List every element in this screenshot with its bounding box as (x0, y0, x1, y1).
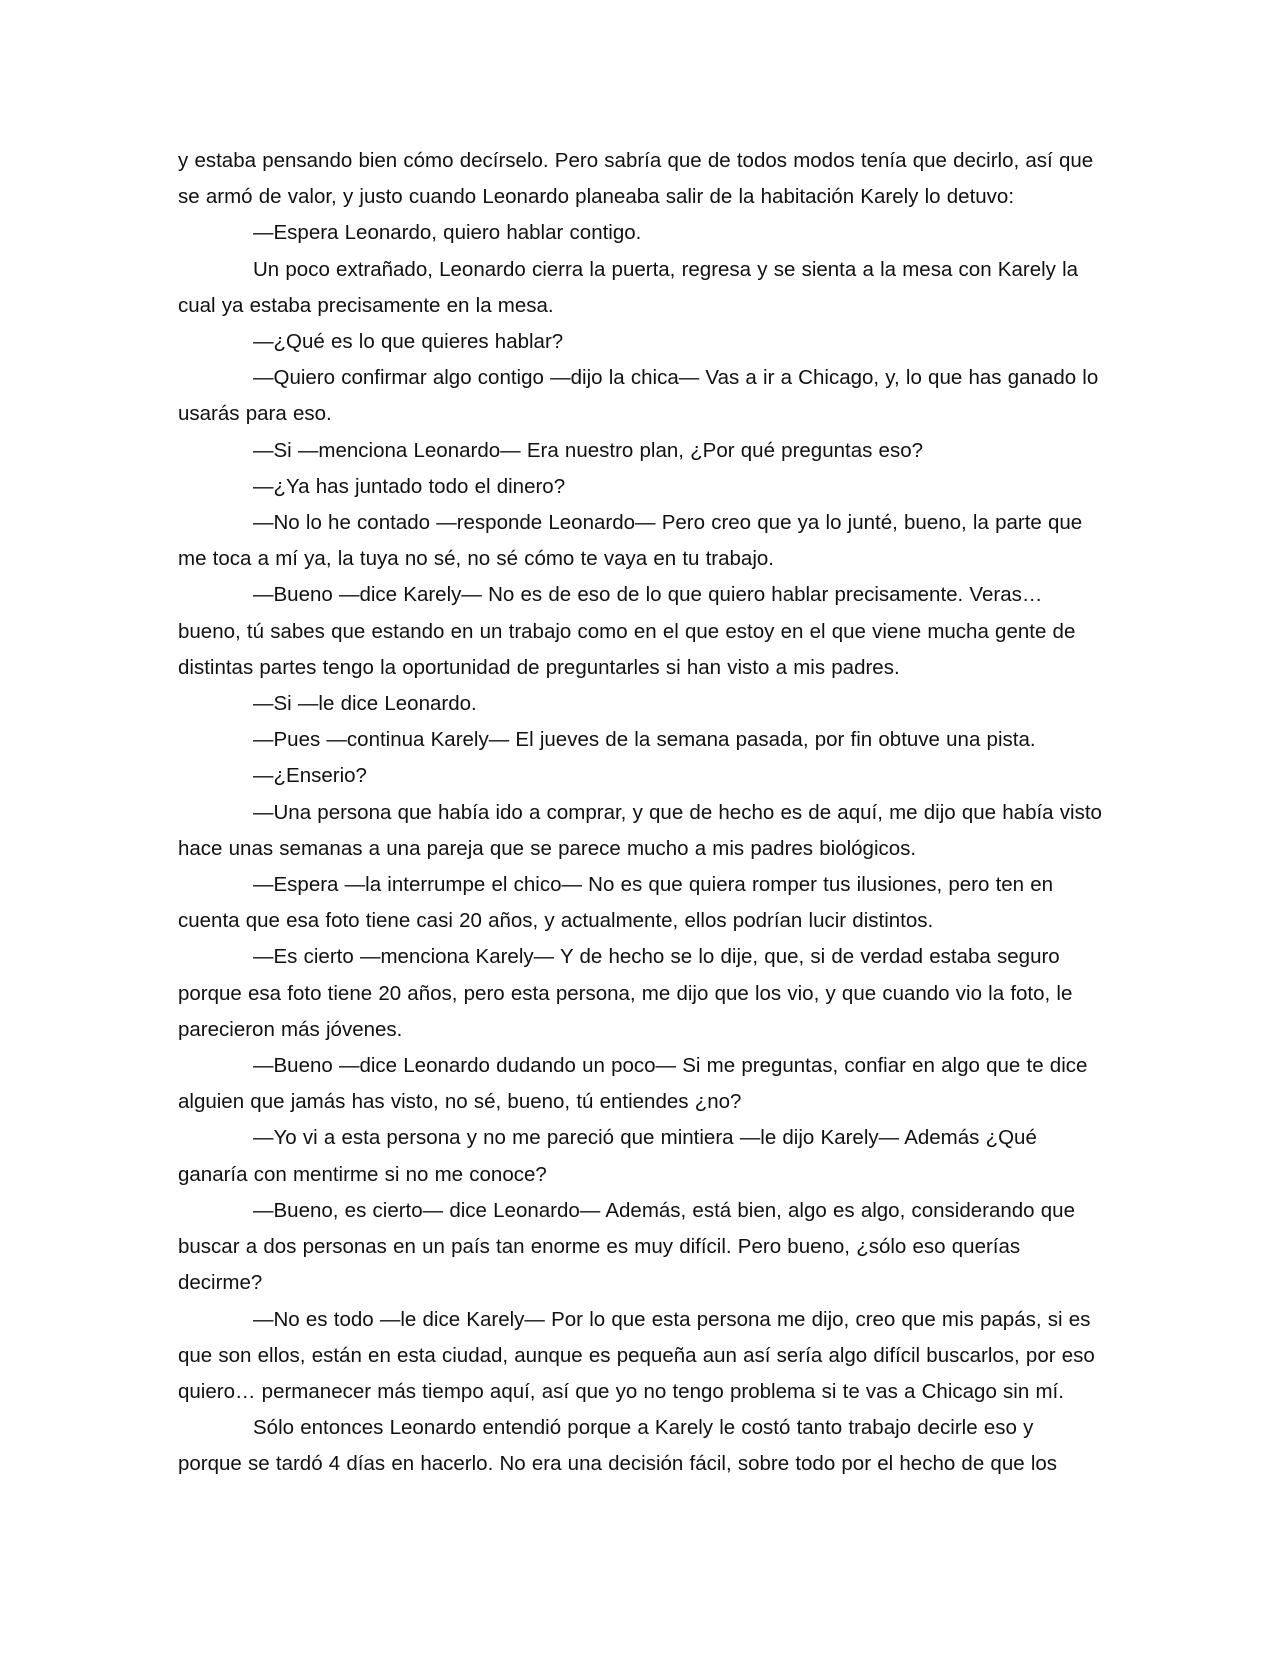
paragraph-3: Un poco extrañado, Leonardo cierra la puerta, regresa y se sienta a la mesa con Karely la cual ya estaba precisamente en la mesa. (178, 257, 1079, 317)
paragraph-10: —Si —le dice Leonardo. (253, 692, 477, 716)
paragraph-16: —Bueno —dice Leonardo dudando un poco— Si me preguntas, confiar en algo que te dice alguien que jamás has visto, no sé, bueno, tú entiendes ¿no? (178, 1054, 1088, 1114)
paragraph-14: —Espera —la interrumpe el chico— No es que quiera romper tus ilusiones, pero ten en cuenta que esa foto tiene casi 20 años, y actualmente, ellos podrían lucir distintos. (178, 873, 1054, 933)
paragraph-20: Sólo entonces Leonardo entendió porque a Karely le costó tanto trabajo decirle eso y porque se tardó 4 días en hacerlo. No era una decisión fácil, sobre todo por el hecho de que los (178, 1416, 1058, 1476)
paragraph-17: —Yo vi a esta persona y no me pareció que mintiera —le dijo Karely— Además ¿Qué ganaría con mentirme si no me conoce? (178, 1126, 1037, 1186)
paragraph-13: —Una persona que había ido a comprar, y que de hecho es de aquí, me dijo que había visto hace unas semanas a una pareja que se parece mucho a mis padres biológicos. (178, 800, 1102, 860)
paragraph-5: —Quiero confirmar algo contigo —dijo la chica— Vas a ir a Chicago, y, lo que has ganado lo usarás para eso. (178, 366, 1099, 426)
paragraph-9: —Bueno —dice Karely— No es de eso de lo que quiero hablar precisamente. Veras… bueno, tú sabes que estando en un trabajo como en el que estoy en el que viene mucha gente de distintas partes tengo la oportunidad de preguntarles si han visto a mis padres. (178, 583, 1076, 679)
paragraph-2: —Espera Leonardo, quiero hablar contigo. (253, 221, 642, 245)
paragraph-1: y estaba pensando bien cómo decírselo. Pero sabría que de todos modos tenía que decirlo, así que se armó de valor, y justo cuando Leonardo planeaba salir de la habitación Karely lo detuvo: (178, 149, 1094, 209)
paragraph-11: —Pues —continua Karely— El jueves de la semana pasada, por fin obtuve una pista. (253, 728, 1036, 752)
paragraph-19: —No es todo —le dice Karely— Por lo que esta persona me dijo, creo que mis papás, si es que son ellos, están en esta ciudad, aunque es pequeña aun así sería algo difícil buscarlos, por eso quiero… permanecer más tiempo aquí, así que yo no tengo problema si te vas a Chicago sin mí. (178, 1307, 1095, 1403)
paragraph-4: —¿Qué es lo que quieres hablar? (253, 330, 564, 354)
paragraph-7: —¿Ya has juntado todo el dinero? (253, 474, 566, 498)
paragraph-6: —Si —menciona Leonardo— Era nuestro plan, ¿Por qué preguntas eso? (253, 438, 923, 462)
paragraph-18: —Bueno, es cierto— dice Leonardo— Además, está bien, algo es algo, considerando que buscar a dos personas en un país tan enorme es muy difícil. Pero bueno, ¿sólo eso querías decirme? (178, 1198, 1075, 1295)
paragraph-8: —No lo he contado —responde Leonardo— Pero creo que ya lo junté, bueno, la parte que me toca a mí ya, la tuya no sé, no sé cómo te vaya en tu trabajo. (178, 511, 1083, 571)
paragraph-15: —Es cierto —menciona Karely— Y de hecho se lo dije, que, si de verdad estaba seguro porque esa foto tiene 20 años, pero esta persona, me dijo que los vio, y que cuando vio la foto, le parecieron más jóvenes. (178, 945, 1073, 1041)
paragraph-12: —¿Enserio? (253, 764, 367, 788)
body-text (178, 143, 1102, 1483)
